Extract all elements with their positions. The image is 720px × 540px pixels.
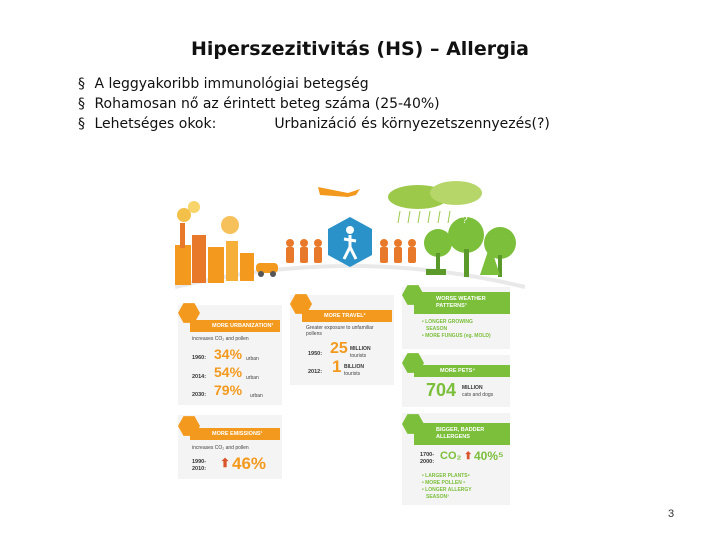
urbanization-header: MORE URBANIZATION¹ bbox=[190, 320, 280, 332]
urban-year-2014: 2014: bbox=[192, 374, 207, 380]
urban-year-2030: 2030: bbox=[192, 392, 207, 398]
travel-unit-b: tourists bbox=[350, 353, 367, 359]
allergens-item: • LONGER ALLERGY bbox=[422, 487, 472, 493]
pets-unit-b: cats and dogs bbox=[462, 392, 494, 398]
travel-header: MORE TRAVEL² bbox=[302, 310, 392, 322]
urban-unit: urban bbox=[250, 393, 263, 399]
allergens-value: 40%⁵ bbox=[474, 449, 504, 463]
allergens-item: SEASON³ bbox=[426, 494, 449, 500]
travel-value-2012: 1 bbox=[332, 357, 342, 376]
bullet-text: A leggyakoribb immunológiai betegség bbox=[94, 76, 369, 92]
page-number: 3 bbox=[668, 508, 675, 520]
scene-illustration bbox=[170, 175, 530, 295]
weather-header-a: WORSE WEATHER bbox=[436, 296, 486, 302]
bullet-item bbox=[78, 74, 550, 94]
pets-value: 704 bbox=[426, 380, 457, 400]
allergens-header bbox=[414, 423, 510, 445]
bullet-mark: § bbox=[78, 76, 85, 92]
urban-value-1960: 34% bbox=[214, 346, 243, 362]
emissions-years-a: 1990- bbox=[192, 459, 207, 465]
bullet-mark: § bbox=[78, 96, 85, 112]
urban-unit: urban bbox=[246, 375, 259, 381]
allergens-years-a: 1700- bbox=[420, 452, 435, 458]
travel-year-2012: 2012: bbox=[308, 369, 323, 375]
travel-value-1950: 25 bbox=[330, 340, 348, 357]
weather-header bbox=[414, 292, 510, 314]
allergens-years-b: 2000: bbox=[420, 459, 435, 465]
pets-header: MORE PETS⁴ bbox=[414, 365, 510, 377]
allergens-co2: CO₂ bbox=[440, 450, 462, 462]
bullet-text: Rohamosan nő az érintett beteg száma (25-40%) bbox=[94, 96, 440, 112]
pets-unit-a: MILLION bbox=[462, 385, 483, 391]
weather-item: SEASON bbox=[426, 326, 448, 332]
travel-year-1950: 1950: bbox=[308, 351, 323, 357]
emissions-arrow-icon: ⬆ bbox=[220, 456, 231, 470]
urban-value-2030: 79% bbox=[214, 382, 243, 398]
allergens-item: • MORE POLLEN ⁶ bbox=[422, 480, 466, 486]
bullet-item bbox=[78, 114, 550, 134]
bullet-mark: § bbox=[78, 116, 85, 132]
urban-unit: urban bbox=[246, 356, 259, 362]
allergens-header-b: ALLERGENS bbox=[436, 434, 470, 440]
travel-unit-b: tourists bbox=[344, 371, 361, 377]
allergens-item: • LARGER PLANTS⁶ bbox=[422, 473, 470, 479]
scene-mark: ? bbox=[462, 215, 468, 226]
weather-item: • MORE FUNGUS (eg. MOLD) bbox=[422, 333, 491, 339]
weather-header-b: PATTERNS³ bbox=[436, 303, 467, 309]
emissions-header: MORE EMISSIONS¹ bbox=[190, 428, 280, 440]
emissions-desc: increases CO₂ and pollen bbox=[192, 445, 249, 451]
travel-unit-a: MILLION bbox=[350, 346, 371, 352]
urban-value-2014: 54% bbox=[214, 364, 243, 380]
bullet-value: Urbanizáció és környezetszennyezés(?) bbox=[274, 116, 550, 132]
bullet-list bbox=[78, 74, 550, 134]
emissions-years-b: 2010: bbox=[192, 466, 207, 472]
bullet-label: Lehetséges okok: bbox=[94, 116, 217, 132]
weather-item: • LONGER GROWING bbox=[422, 319, 473, 325]
allergens-arrow-icon: ⬆ bbox=[464, 451, 473, 462]
slide-title: Hiperszezitivitás (HS) – Allergia bbox=[190, 38, 530, 60]
allergens-header-a: BIGGER, BADDER bbox=[436, 427, 485, 433]
urban-year-1960: 1960: bbox=[192, 355, 207, 361]
urbanization-desc: increases CO₂ and pollen bbox=[192, 336, 249, 342]
travel-unit-a: BILLION bbox=[344, 364, 364, 370]
emissions-value: 46% bbox=[232, 454, 267, 473]
allergy-infographic bbox=[170, 175, 530, 510]
travel-desc: Greater exposure to unfamiliar pollens bbox=[306, 325, 374, 337]
bullet-item bbox=[78, 94, 550, 114]
